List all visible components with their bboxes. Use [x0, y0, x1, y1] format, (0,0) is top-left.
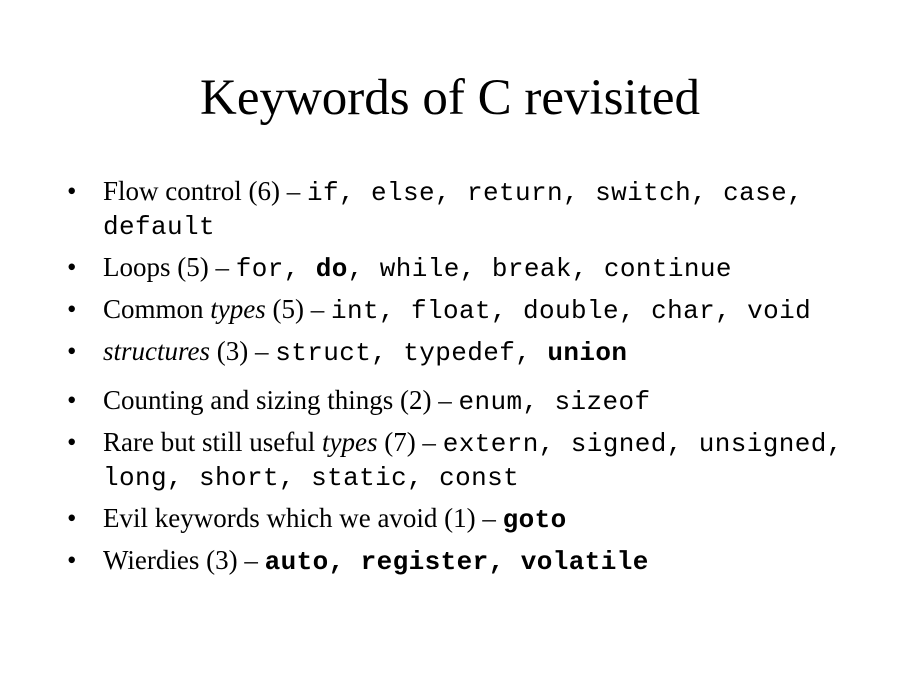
- keyword-bullet-list: [67, 175, 857, 586]
- keyword: static: [311, 463, 408, 493]
- separator: ,: [279, 463, 312, 493]
- separator: ,: [328, 547, 361, 577]
- bullet-label: (5) –: [265, 294, 331, 324]
- keyword-bold: union: [547, 338, 628, 368]
- keyword: return: [467, 178, 564, 208]
- keyword: extern: [442, 429, 539, 459]
- bullet-label: Wierdies (3) –: [103, 545, 265, 575]
- separator: ,: [691, 178, 724, 208]
- keyword: struct: [275, 338, 372, 368]
- separator: ,: [666, 429, 699, 459]
- keyword: continue: [603, 254, 732, 284]
- separator: ,: [488, 547, 521, 577]
- bullet-structures: [67, 335, 857, 369]
- bullet-label-italic: types: [321, 427, 378, 457]
- separator: ,: [283, 254, 316, 284]
- slide-title: Keywords of C revisited: [200, 70, 700, 126]
- bullet-wierdies: [67, 544, 857, 578]
- separator: ,: [826, 429, 843, 459]
- bullet-icon: •: [67, 176, 77, 206]
- separator: ,: [538, 429, 571, 459]
- bullet-rare-types: [67, 426, 857, 494]
- keyword: typedef: [403, 338, 516, 368]
- keyword: char: [651, 296, 716, 326]
- keyword: void: [747, 296, 812, 326]
- bullet-icon: •: [67, 427, 77, 457]
- keyword: double: [523, 296, 620, 326]
- separator: ,: [619, 296, 652, 326]
- keyword: break: [491, 254, 572, 284]
- bullet-label: Loops (5) –: [103, 252, 236, 282]
- bullet-icon: •: [67, 336, 77, 366]
- separator: ,: [347, 254, 380, 284]
- separator: ,: [339, 178, 372, 208]
- separator: ,: [715, 296, 748, 326]
- keyword-bold: volatile: [520, 547, 649, 577]
- bullet-label: Evil keywords which we avoid (1) –: [103, 503, 503, 533]
- keyword: enum: [458, 387, 523, 417]
- bullet-icon: •: [67, 294, 77, 324]
- separator: ,: [371, 338, 404, 368]
- keyword-bold: register: [360, 547, 489, 577]
- bullet-icon: •: [67, 545, 77, 575]
- keyword: signed: [570, 429, 667, 459]
- separator: ,: [787, 178, 804, 208]
- keyword: for: [235, 254, 284, 284]
- bullet-flow-control: [67, 175, 857, 243]
- bullet-icon: •: [67, 252, 77, 282]
- keyword: default: [103, 212, 216, 242]
- bullet-common-types: [67, 293, 857, 327]
- bullet-label-italic: structures: [103, 336, 210, 366]
- keyword: short: [199, 463, 280, 493]
- keyword: unsigned: [698, 429, 827, 459]
- bullet-evil-keywords: [67, 502, 857, 536]
- bullet-loops: [67, 251, 857, 285]
- keyword-bold: goto: [502, 505, 567, 535]
- bullet-label-italic: types: [210, 294, 266, 324]
- bullet-label: Counting and sizing things (2) –: [103, 385, 459, 415]
- separator: ,: [563, 178, 596, 208]
- bullet-icon: •: [67, 503, 77, 533]
- separator: ,: [379, 296, 412, 326]
- separator: ,: [407, 463, 440, 493]
- separator: ,: [167, 463, 200, 493]
- keyword: const: [439, 463, 520, 493]
- bullet-label: (7) –: [377, 427, 443, 457]
- keyword: switch: [595, 178, 692, 208]
- keyword: sizeof: [554, 387, 651, 417]
- bullet-label: Flow control (6) –: [103, 176, 307, 206]
- keyword: int: [330, 296, 379, 326]
- bullet-label: Common: [103, 294, 211, 324]
- separator: ,: [515, 338, 548, 368]
- bullet-icon: •: [67, 385, 77, 415]
- keyword: case: [723, 178, 788, 208]
- keyword-bold: auto: [264, 547, 329, 577]
- bullet-label: (3) –: [210, 336, 276, 366]
- separator: ,: [522, 387, 555, 417]
- keyword: long: [103, 463, 168, 493]
- separator: ,: [459, 254, 492, 284]
- bullet-label: Rare but still useful: [103, 427, 322, 457]
- separator: ,: [571, 254, 604, 284]
- keyword-bold: do: [315, 254, 348, 284]
- keyword: while: [379, 254, 460, 284]
- bullet-counting-sizing: [67, 384, 857, 418]
- separator: ,: [491, 296, 524, 326]
- keyword: float: [411, 296, 492, 326]
- keyword: else: [371, 178, 436, 208]
- separator: ,: [435, 178, 468, 208]
- keyword: if: [306, 178, 339, 208]
